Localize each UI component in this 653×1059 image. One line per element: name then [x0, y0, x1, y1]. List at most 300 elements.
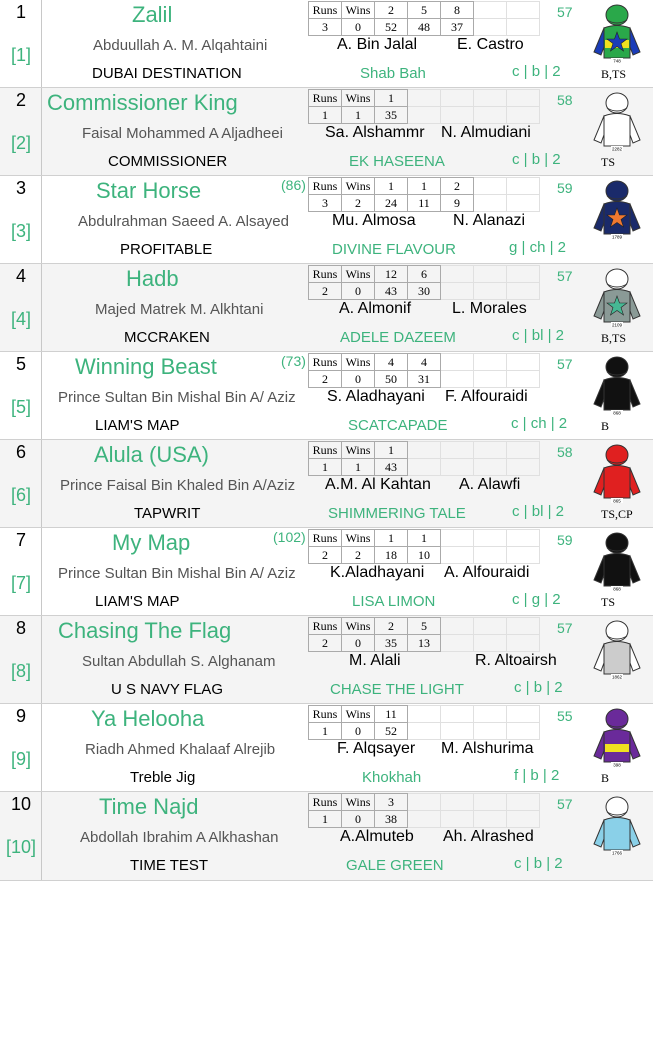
saddle-number: 9 [15, 706, 26, 726]
jockey-name: F. Alqsayer [337, 740, 416, 757]
jockey-silks-icon [590, 266, 644, 330]
trainer-name: A. Alfouraidi [444, 564, 530, 581]
finish-position [441, 618, 474, 635]
weight: 58 [557, 92, 573, 108]
wins-value: 0 [342, 283, 375, 300]
finish-position [507, 530, 540, 547]
runs-value: 2 [309, 547, 342, 564]
finish-position [408, 794, 441, 811]
form-stats-table [308, 89, 540, 124]
runs-value: 1 [309, 107, 342, 124]
draw-number: [8] [10, 661, 31, 681]
trainer-name: Ah. Alrashed [443, 828, 534, 845]
horse-name[interactable]: Chasing The Flag [58, 618, 232, 643]
runner-row [0, 88, 653, 176]
jockey-name: S. Aladhayani [327, 388, 425, 405]
race-rating [441, 283, 474, 300]
wins-value: 0 [342, 635, 375, 652]
wins-label: Wins [342, 354, 375, 371]
race-rating [441, 635, 474, 652]
wins-label: Wins [342, 266, 375, 283]
wins-value: 1 [342, 107, 375, 124]
trainer-name: F. Alfouraidi [445, 388, 528, 405]
race-rating [474, 107, 507, 124]
number-column [0, 792, 42, 880]
finish-position: 3 [375, 794, 408, 811]
race-rating [408, 107, 441, 124]
runs-value: 1 [309, 723, 342, 740]
trainer-name: M. Alshurima [441, 740, 534, 757]
race-rating [507, 811, 540, 828]
owner-name: Riadh Ahmed Khalaaf Alrejib [85, 741, 276, 758]
draw-number: [10] [5, 837, 37, 857]
race-rating [408, 811, 441, 828]
finish-position [507, 90, 540, 107]
form-stats-table [308, 353, 540, 388]
draw-number: [9] [10, 749, 31, 769]
runner-row [0, 440, 653, 528]
sire-name: MCCRAKEN [124, 329, 210, 346]
runs-value: 1 [309, 811, 342, 828]
equipment-codes: B,TS [601, 67, 627, 81]
wins-label: Wins [342, 90, 375, 107]
finish-position: 1 [408, 530, 441, 547]
number-column [0, 264, 42, 351]
wins-value: 0 [342, 371, 375, 388]
runs-label: Runs [309, 90, 342, 107]
race-rating [507, 371, 540, 388]
saddle-number: 2 [15, 90, 26, 110]
finish-position [474, 2, 507, 19]
number-column [0, 440, 42, 527]
weight: 55 [557, 708, 573, 724]
svg-text:2282: 2282 [611, 146, 623, 152]
wins-label: Wins [342, 178, 375, 195]
jockey-silks-icon [590, 90, 644, 154]
race-rating [507, 635, 540, 652]
race-rating [441, 547, 474, 564]
jockey-name: K.Aladhayani [330, 564, 425, 581]
equipment-codes: B [601, 419, 610, 433]
owner-name: Faisal Mohammed A Aljadheei [82, 125, 283, 142]
number-column [0, 704, 42, 791]
sire-name: DUBAI DESTINATION [92, 65, 242, 82]
finish-position: 5 [408, 2, 441, 19]
race-rating: 30 [408, 283, 441, 300]
number-column [0, 616, 42, 703]
race-rating: 38 [375, 811, 408, 828]
form-stats-table [308, 705, 540, 740]
finish-position [474, 706, 507, 723]
horse-codes: f | b | 2 [514, 767, 560, 784]
runner-row [0, 704, 653, 792]
finish-position [507, 794, 540, 811]
number-column [0, 528, 42, 615]
race-rating [408, 723, 441, 740]
finish-position: 6 [408, 266, 441, 283]
number-column [0, 0, 42, 87]
horse-codes: c | b | 2 [514, 679, 563, 696]
weight: 57 [557, 356, 573, 372]
finish-position: 4 [408, 354, 441, 371]
svg-text:398: 398 [613, 762, 621, 768]
sire-name: Treble Jig [130, 769, 196, 786]
saddle-number: 8 [15, 618, 26, 638]
horse-name[interactable]: Commissioner King [47, 90, 238, 115]
equipment-codes: TS [601, 595, 616, 609]
horse-codes: c | bl | 2 [512, 503, 564, 520]
draw-number: [4] [10, 309, 31, 329]
form-stats-table [308, 617, 540, 652]
wins-value: 2 [342, 195, 375, 212]
jockey-name: M. Alali [349, 652, 401, 669]
form-stats-table [308, 529, 540, 564]
race-rating: 10 [408, 547, 441, 564]
runner-row [0, 264, 653, 352]
jockey-name: Mu. Almosa [332, 212, 416, 229]
number-column [0, 88, 42, 175]
runs-label: Runs [309, 442, 342, 459]
saddle-number: 4 [15, 266, 26, 286]
horse-codes: c | b | 2 [512, 151, 561, 168]
runs-label: Runs [309, 530, 342, 547]
owner-name: Prince Faisal Bin Khaled Bin A/Aziz [60, 477, 296, 494]
saddle-number: 3 [15, 178, 26, 198]
horse-name[interactable]: Winning Beast [75, 354, 217, 379]
race-rating: 48 [408, 19, 441, 36]
wins-label: Wins [342, 618, 375, 635]
finish-position [474, 794, 507, 811]
jockey-silks-icon [590, 354, 644, 418]
runs-label: Runs [309, 794, 342, 811]
finish-position [441, 442, 474, 459]
runner-row [0, 0, 653, 88]
weight: 57 [557, 4, 573, 20]
runs-label: Runs [309, 706, 342, 723]
sire-name: LIAM'S MAP [95, 593, 180, 610]
finish-position [474, 354, 507, 371]
form-stats-table [308, 793, 540, 828]
runner-row [0, 176, 653, 264]
jockey-silks-icon [590, 178, 644, 242]
wins-value: 0 [342, 723, 375, 740]
horse-codes: c | b | 2 [512, 63, 561, 80]
finish-position: 1 [375, 442, 408, 459]
finish-position [474, 530, 507, 547]
saddle-number: 5 [15, 354, 26, 374]
finish-position [507, 266, 540, 283]
dam-name: EK HASEENA [349, 153, 445, 170]
jockey-name: A.Almuteb [340, 828, 414, 845]
jockey-name: Sa. Alshammr [325, 124, 425, 141]
sire-name: U S NAVY FLAG [111, 681, 223, 698]
equipment-codes: B [601, 771, 610, 785]
wins-value: 0 [342, 19, 375, 36]
jockey-silks-icon [590, 530, 644, 594]
svg-text:868: 868 [613, 586, 621, 592]
runner-row [0, 352, 653, 440]
svg-text:868: 868 [613, 410, 621, 416]
owner-name: Abdulrahman Saeed A. Alsayed [78, 213, 289, 230]
weight: 57 [557, 268, 573, 284]
saddle-number: 10 [10, 794, 32, 814]
race-rating: 37 [441, 19, 474, 36]
dam-name: Khokhah [362, 769, 422, 786]
wins-label: Wins [342, 794, 375, 811]
horse-name[interactable]: Time Najd [99, 794, 199, 819]
race-rating [507, 459, 540, 476]
race-rating: 24 [375, 195, 408, 212]
runs-label: Runs [309, 354, 342, 371]
trainer-name: L. Morales [452, 300, 527, 317]
svg-text:748: 748 [613, 58, 621, 64]
saddle-number: 6 [15, 442, 26, 462]
finish-position: 1 [375, 530, 408, 547]
horse-rating: (102) [273, 529, 306, 545]
race-rating [474, 195, 507, 212]
weight: 57 [557, 620, 573, 636]
weight: 59 [557, 180, 573, 196]
finish-position: 8 [441, 2, 474, 19]
dam-name: DIVINE FLAVOUR [332, 241, 456, 258]
finish-position: 11 [375, 706, 408, 723]
race-rating [474, 811, 507, 828]
trainer-name: N. Alanazi [453, 212, 526, 229]
finish-position [507, 178, 540, 195]
race-rating [441, 459, 474, 476]
finish-position: 12 [375, 266, 408, 283]
wins-value: 0 [342, 811, 375, 828]
race-rating [507, 283, 540, 300]
trainer-name: N. Almudiani [441, 124, 531, 141]
finish-position [507, 354, 540, 371]
finish-position: 2 [375, 618, 408, 635]
dam-name: ADELE DAZEEM [340, 329, 456, 346]
equipment-codes: B,TS [601, 331, 627, 345]
finish-position: 2 [375, 2, 408, 19]
race-rating: 50 [375, 371, 408, 388]
draw-number: [3] [10, 221, 31, 241]
jockey-name: A.M. Al Kahtan [325, 476, 431, 493]
race-rating [474, 283, 507, 300]
race-rating: 52 [375, 723, 408, 740]
sire-name: COMMISSIONER [108, 153, 228, 170]
svg-text:2109: 2109 [611, 322, 623, 328]
saddle-number: 1 [15, 2, 26, 22]
race-rating [474, 635, 507, 652]
saddle-number: 7 [15, 530, 26, 550]
runner-row [0, 616, 653, 704]
finish-position [507, 706, 540, 723]
dam-name: GALE GREEN [346, 857, 444, 874]
finish-position [474, 178, 507, 195]
horse-rating: (86) [281, 177, 306, 193]
runs-label: Runs [309, 618, 342, 635]
runs-value: 2 [309, 283, 342, 300]
wins-label: Wins [342, 706, 375, 723]
jockey-silks-icon [590, 706, 644, 770]
finish-position: 4 [375, 354, 408, 371]
weight: 57 [557, 796, 573, 812]
wins-value: 1 [342, 459, 375, 476]
race-rating [441, 107, 474, 124]
sire-name: TAPWRIT [134, 505, 201, 522]
race-rating [474, 723, 507, 740]
jockey-silks-icon [590, 794, 644, 858]
finish-position [408, 90, 441, 107]
owner-name: Abduullah A. M. Alqahtaini [93, 37, 268, 54]
runs-value: 3 [309, 19, 342, 36]
draw-number: [6] [10, 485, 31, 505]
weight: 58 [557, 444, 573, 460]
form-stats-table [308, 265, 540, 300]
jockey-silks-icon [590, 442, 644, 506]
finish-position: 2 [441, 178, 474, 195]
race-rating [507, 547, 540, 564]
draw-number: [7] [10, 573, 31, 593]
dam-name: Shab Bah [360, 65, 426, 82]
finish-position: 1 [408, 178, 441, 195]
dam-name: SCATCAPADE [348, 417, 448, 434]
form-stats-table [308, 1, 540, 36]
runs-value: 3 [309, 195, 342, 212]
runs-label: Runs [309, 266, 342, 283]
form-stats-table [308, 177, 540, 212]
race-rating [507, 195, 540, 212]
runs-value: 2 [309, 635, 342, 652]
horse-name[interactable]: My Map [112, 530, 191, 555]
trainer-name: R. Altoairsh [475, 652, 557, 669]
finish-position: 1 [375, 90, 408, 107]
wins-label: Wins [342, 2, 375, 19]
owner-name: Sultan Abdullah S. Alghanam [82, 653, 276, 670]
race-rating [474, 459, 507, 476]
finish-position: 1 [375, 178, 408, 195]
horse-codes: c | b | 2 [514, 855, 563, 872]
finish-position [474, 90, 507, 107]
jockey-name: A. Bin Jalal [337, 36, 418, 53]
race-rating [507, 19, 540, 36]
race-rating: 13 [408, 635, 441, 652]
horse-codes: c | ch | 2 [511, 415, 568, 432]
race-rating: 43 [375, 283, 408, 300]
race-rating [441, 723, 474, 740]
horse-name[interactable]: Hadb [126, 266, 179, 291]
sire-name: PROFITABLE [120, 241, 213, 258]
number-column [0, 176, 42, 263]
runner-row [0, 792, 653, 881]
runs-label: Runs [309, 178, 342, 195]
jockey-silks-icon [590, 618, 644, 682]
finish-position [408, 706, 441, 723]
race-rating [441, 811, 474, 828]
wins-label: Wins [342, 530, 375, 547]
finish-position [441, 90, 474, 107]
race-rating: 43 [375, 459, 408, 476]
finish-position: 5 [408, 618, 441, 635]
runner-row [0, 528, 653, 616]
trainer-name: E. Castro [457, 36, 524, 53]
race-rating [474, 19, 507, 36]
race-rating: 11 [408, 195, 441, 212]
finish-position [507, 618, 540, 635]
finish-position [507, 442, 540, 459]
jockey-silks-icon [590, 2, 644, 66]
sire-name: LIAM'S MAP [95, 417, 180, 434]
finish-position [507, 2, 540, 19]
race-rating [474, 547, 507, 564]
equipment-codes: TS,CP [601, 507, 633, 521]
race-rating: 18 [375, 547, 408, 564]
draw-number: [2] [10, 133, 31, 153]
wins-value: 2 [342, 547, 375, 564]
finish-position [474, 266, 507, 283]
dam-name: CHASE THE LIGHT [330, 681, 464, 698]
horse-codes: g | ch | 2 [509, 239, 566, 256]
svg-text:1789: 1789 [611, 234, 623, 240]
finish-position [408, 442, 441, 459]
horse-codes: c | bl | 2 [512, 327, 564, 344]
draw-number: [5] [10, 397, 31, 417]
owner-name: Abdollah Ibrahim A Alkhashan [80, 829, 279, 846]
finish-position [441, 354, 474, 371]
horse-name[interactable]: Alula (USA) [94, 442, 209, 467]
race-rating [507, 723, 540, 740]
svg-text:865: 865 [613, 498, 621, 504]
race-rating: 35 [375, 107, 408, 124]
weight: 59 [557, 532, 573, 548]
number-column [0, 352, 42, 439]
race-rating [441, 371, 474, 388]
dam-name: LISA LIMON [352, 593, 436, 610]
finish-position [441, 530, 474, 547]
wins-label: Wins [342, 442, 375, 459]
race-rating: 9 [441, 195, 474, 212]
finish-position [441, 794, 474, 811]
runs-value: 2 [309, 371, 342, 388]
finish-position [474, 618, 507, 635]
draw-number: [1] [10, 45, 31, 65]
owner-name: Prince Sultan Bin Mishal Bin A/ Aziz [58, 565, 296, 582]
finish-position [474, 442, 507, 459]
race-rating: 35 [375, 635, 408, 652]
trainer-name: A. Alawfi [459, 476, 521, 493]
horse-name[interactable]: Ya Helooha [91, 706, 205, 731]
race-rating [507, 107, 540, 124]
horse-rating: (73) [281, 353, 306, 369]
jockey-name: A. Almonif [339, 300, 412, 317]
race-rating: 31 [408, 371, 441, 388]
finish-position [441, 706, 474, 723]
race-rating [474, 371, 507, 388]
horse-name[interactable]: Zalil [132, 2, 173, 27]
dam-name: SHIMMERING TALE [328, 505, 466, 522]
svg-text:1766: 1766 [611, 850, 623, 856]
horse-name[interactable]: Star Horse [96, 178, 202, 203]
race-rating [408, 459, 441, 476]
runs-value: 1 [309, 459, 342, 476]
svg-text:1862: 1862 [611, 674, 623, 680]
equipment-codes: TS [601, 155, 616, 169]
race-rating: 52 [375, 19, 408, 36]
finish-position [441, 266, 474, 283]
runs-label: Runs [309, 2, 342, 19]
owner-name: Majed Matrek M. Alkhtani [95, 301, 264, 318]
horse-codes: c | g | 2 [512, 591, 561, 608]
sire-name: TIME TEST [130, 857, 209, 874]
form-stats-table [308, 441, 540, 476]
owner-name: Prince Sultan Bin Mishal Bin A/ Aziz [58, 389, 296, 406]
